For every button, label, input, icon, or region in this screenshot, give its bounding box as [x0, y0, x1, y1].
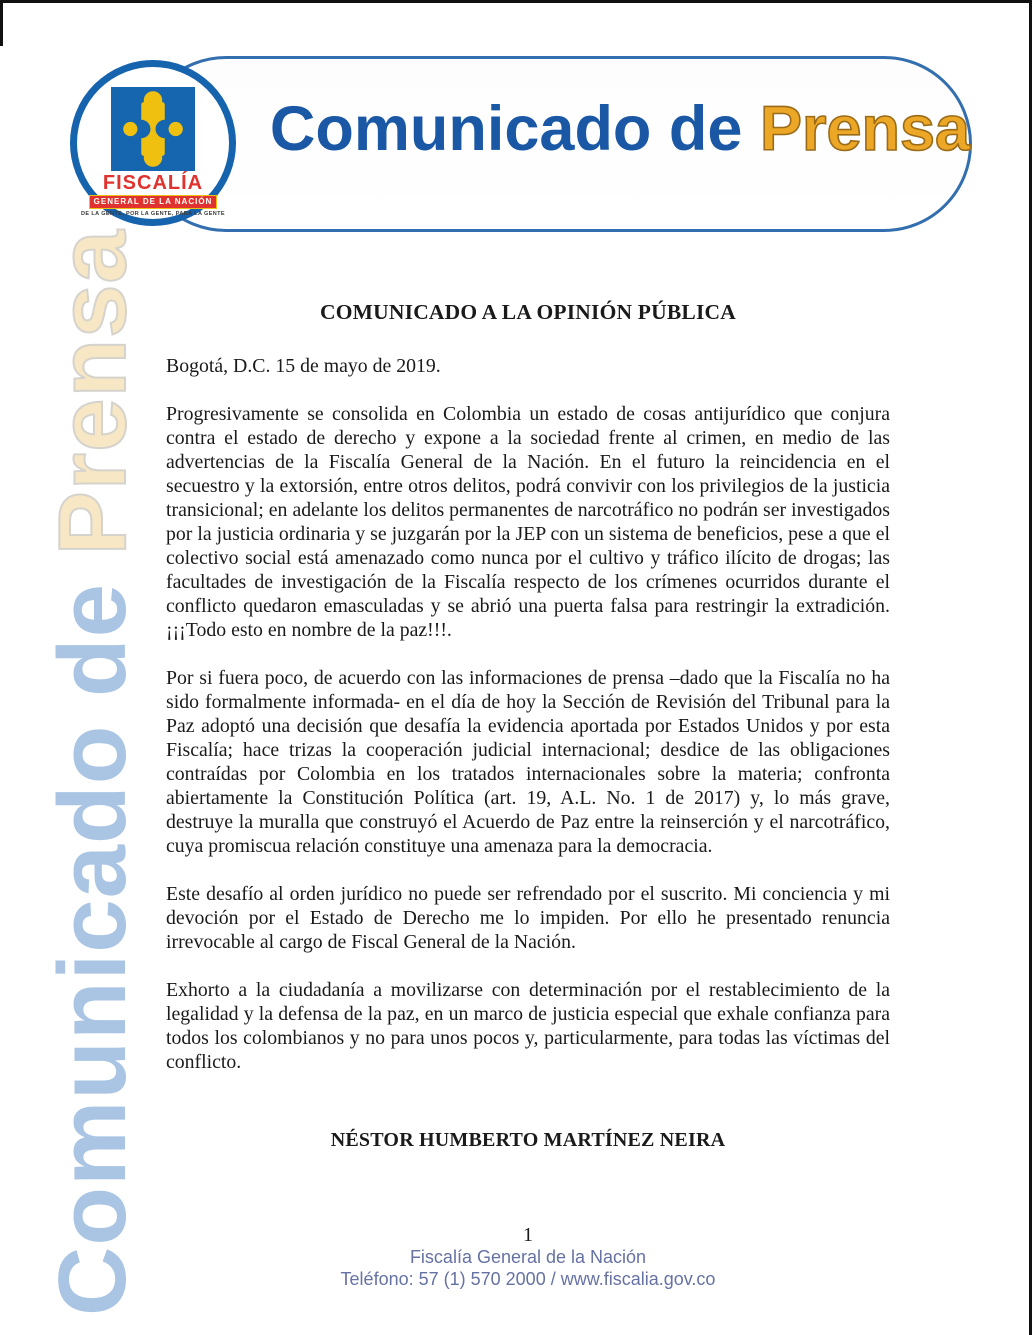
press-release-banner	[138, 56, 972, 232]
scan-edge-top	[0, 0, 1032, 3]
signature-name: NÉSTOR HUMBERTO MARTÍNEZ NEIRA	[330, 1129, 726, 1151]
paragraph-1: Progresivamente se consolida en Colombia un estado de cosas antijurídico que conjura contra el estado de derecho y expone a la sociedad frente al crimen, en medio de las advertencias de la Fiscalía General de la Nación. En el futuro la reincidencia en el secuestro y la extorsión, entre otros delitos, podrá convivir con los privilegios de la justicia transicional; en adelante los delitos permanentes de narcotráfico no podrán ser investigados por la justicia ordinaria y se juzgarán por la JEP con un sistema de beneficios, pese a que el colectivo social está amenazado como nunca por el cultivo y tráfico ilícito de drogas; las facultades de investigación de la Fiscalía respecto de los crímenes ocurridos durante el conflicto quedaron emasculadas y se abrió una puerta falsa para restringir la extradición. ¡¡¡Todo esto en nombre de la paz!!!.	[166, 403, 890, 641]
document-body	[166, 300, 890, 1152]
watermark-cream-text: Prensa	[39, 229, 146, 556]
puzzle-piece-icon	[111, 87, 195, 171]
watermark-blue-text: Comunicado de	[39, 555, 146, 1316]
vertical-watermark	[38, 229, 148, 1316]
logo-title: FISCALÍA	[102, 172, 204, 194]
fiscalia-logo	[70, 60, 236, 226]
paragraph-2: Por si fuera poco, de acuerdo con las informaciones de prensa –dado que la Fiscalía no ha sido formalmente informada- en el día de hoy la Sección de Revisión del Tribunal para la Paz adoptó una decisión que desafía la evidencia aportada por Estados Unidos y por esta Fiscalía; hace trizas la cooperación judicial internacional; desdice de las obligaciones contraídas por Colombia en los tratados internacionales sobre la materia; confronta abiertamente la Constitución Política (art. 19, A.L. No. 1 de 2017) y, lo más grave, destruye la muralla que construyó el Acuerdo de Paz entre la reinserción y el narcotráfico, cuya promiscua relación constituye una amenaza para la democracia.	[166, 667, 890, 857]
banner-title	[270, 93, 970, 165]
document-title: COMUNICADO A LA OPINIÓN PÚBLICA	[320, 300, 736, 324]
logo-motto: DE LA GENTE, POR LA GENTE, PARA LA GENTE	[80, 211, 226, 217]
footer-organization: Fiscalía General de la Nación	[409, 1247, 647, 1267]
page-number: 1	[523, 1224, 533, 1246]
document-date: Bogotá, D.C. 15 de mayo de 2019.	[166, 355, 441, 377]
paragraph-3: Este desafío al orden jurídico no puede ser refrendado por el suscrito. Mi conciencia y mi devoción por el Estado de Derecho me lo impiden. Por ello he presentado renuncia irrevocable al cargo de Fiscal General de la Nación.	[166, 883, 890, 953]
page-footer	[166, 1224, 890, 1290]
scan-edge-left	[0, 0, 3, 46]
logo-subtitle: GENERAL DE LA NACIÓN	[89, 195, 218, 209]
paragraph-4: Exhorto a la ciudadanía a movilizarse con determinación por el restablecimiento de la legalidad y la defensa de la paz, en un marco de justicia especial que exhale confianza para todos los colombianos y no para unos pocos y, particularmente, para todas las víctimas del conflicto.	[166, 979, 890, 1073]
banner-title-blue: Comunicado de	[269, 94, 760, 164]
footer-contact: Teléfono: 57 (1) 570 2000 / www.fiscalia.gov.co	[340, 1269, 716, 1289]
banner-title-gold: Prensa	[759, 94, 971, 164]
